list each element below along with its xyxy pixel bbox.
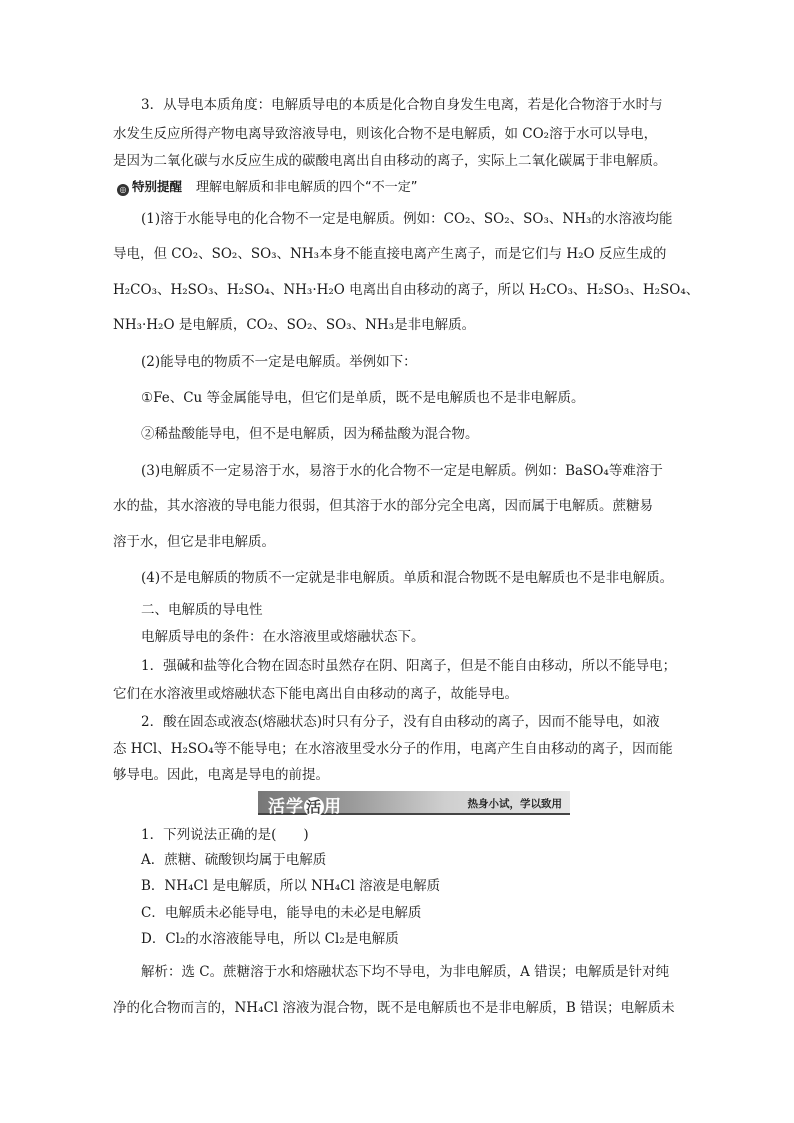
section2-item1-line1: 1．强碱和盐等化合物在固态时虽然存在阴、阳离子，但是不能自由移动，所以不能导电； <box>141 658 677 674</box>
analysis-line1: 解析：选 C。蔗糖溶于水和熔融状态下均不导电，为非电解质，A 错误；电解质是针对纯 <box>141 964 670 980</box>
section2-item1-line2: 它们在水溶液里或熔融状态下能电离出自由移动的离子，故能导电。 <box>113 686 518 702</box>
banner-title-part2: 用 <box>324 797 342 817</box>
section2-item2-line3: 够导电。因此，电离是导电的前提。 <box>113 767 329 783</box>
tip-title: 理解电解质和非电解质的四个“不一定” <box>196 180 418 195</box>
practice-banner <box>258 791 570 815</box>
section3-line1: 3．从导电本质角度：电解质导电的本质是化合物自身发生电离，若是化合物溶于水时与 <box>141 97 663 113</box>
p3-line1: (3)电解质不一定易溶于水，易溶于水的化合物不一定是电解质。例如：BaSO₄等难溶于 <box>141 463 663 479</box>
special-tip <box>117 181 664 196</box>
section2-condition: 电解质导电的条件：在水溶液里或熔融状态下。 <box>141 629 425 645</box>
tip-bullet-icon: ◎ <box>117 184 129 196</box>
question-stem: 1．下列说法正确的是( ) <box>141 827 309 843</box>
p2-line3: ②稀盐酸能导电，但不是电解质，因为稀盐酸为混合物。 <box>141 426 479 442</box>
banner-subtitle: 热身小试，学以致用 <box>467 798 562 810</box>
p1-line2: 导电，但 CO₂、SO₂、SO₃、NH₃本身不能直接电离产生离子，而是它们与 H₂O 反应生成的 <box>113 246 667 262</box>
section2-item2-line2: 态 HCl、H₂SO₄等不能导电；在水溶液里受水分子的作用，电离产生自由移动的离子，因而能 <box>113 741 673 757</box>
p2-line1: (2)能导电的物质不一定是电解质。举例如下： <box>141 354 417 370</box>
tip-label: 特别提醒 <box>132 179 183 194</box>
p4-line1: (4)不是电解质的物质不一定就是非电解质。单质和混合物既不是电解质也不是非电解质。 <box>141 570 674 586</box>
banner-title-part1: 活学 <box>268 797 304 817</box>
question-option-a: A．蔗糖、硫酸钡均属于电解质 <box>141 852 327 868</box>
banner-title <box>268 792 342 817</box>
banner-title-circle: 活 <box>305 798 322 816</box>
p1-line1: (1)溶于水能导电的化合物不一定是电解质。例如：CO₂、SO₂、SO₃、NH₃的水溶液均能 <box>141 211 673 227</box>
section3-line2: 水发生反应所得产物电离导致溶液导电，则该化合物不是电解质，如 CO₂溶于水可以导电， <box>113 126 658 142</box>
question-option-c: C．电解质未必能导电，能导电的未必是电解质 <box>141 905 422 921</box>
question-option-d: D．Cl₂的水溶液能导电，所以 Cl₂是电解质 <box>141 931 399 947</box>
p3-line3: 溶于水，但它是非电解质。 <box>113 534 275 550</box>
section2-heading: 二、电解质的导电性 <box>141 602 263 618</box>
analysis-line2: 净的化合物而言的，NH₄Cl 溶液为混合物，既不是电解质也不是非电解质，B 错误；电解质未 <box>113 1000 675 1016</box>
p1-line3: H₂CO₃、H₂SO₃、H₂SO₄、NH₃·H₂O 电离出自由移动的离子，所以 H₂CO₃、H₂SO₃、H₂SO₄、 <box>113 282 700 298</box>
p1-line4: NH₃·H₂O 是电解质，CO₂、SO₂、SO₃、NH₃是非电解质。 <box>113 317 476 333</box>
p3-line2: 水的盐，其水溶液的导电能力很弱，但其溶于水的部分完全电离，因而属于电解质。蔗糖易 <box>113 498 653 514</box>
p2-line2: ①Fe、Cu 等金属能导电，但它们是单质，既不是电解质也不是非电解质。 <box>141 390 585 406</box>
section2-item2-line1: 2．酸在固态或液态(熔融状态)时只有分子，没有自由移动的离子，因而不能导电，如液 <box>141 714 660 730</box>
question-option-b: B．NH₄Cl 是电解质，所以 NH₄Cl 溶液是电解质 <box>141 878 441 894</box>
section3-line3: 是因为二氧化碳与水反应生成的碳酸电离出自由移动的离子，实际上二氧化碳属于非电解质。 <box>113 153 667 169</box>
